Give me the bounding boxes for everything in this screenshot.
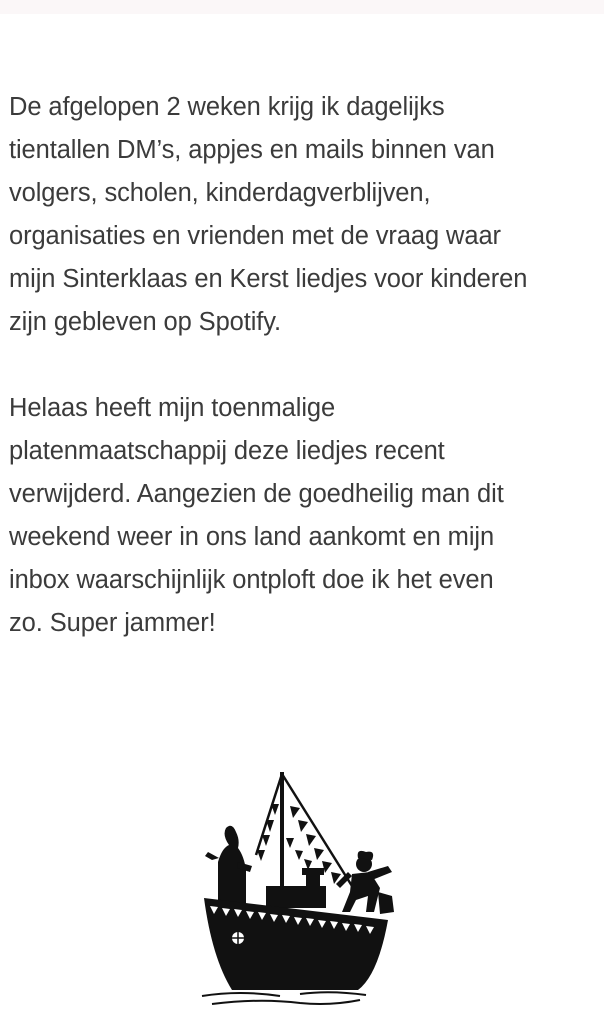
text-line: zo. Super jammer! (9, 609, 216, 637)
text-line: mijn Sinterklaas en Kerst liedjes voor kinderen (9, 265, 528, 293)
text-line: verwijderd. Aangezien de goedheilig man dit (9, 480, 504, 508)
text-line: weekend weer in ons land aankomt en mijn (9, 523, 495, 551)
paragraph-2 (9, 387, 599, 645)
text-line: organisaties en vrienden met de vraag waar (9, 222, 501, 250)
top-strip (0, 0, 604, 14)
steamboat-icon (195, 768, 405, 1013)
text-line: De afgelopen 2 weken krijg ik dagelijks (9, 93, 445, 121)
story-text (9, 86, 599, 645)
text-line: tientallen DM’s, appjes en mails binnen van (9, 136, 495, 164)
text-line: zijn gebleven op Spotify. (9, 308, 282, 336)
text-line: platenmaatschappij deze liedjes recent (9, 437, 445, 465)
text-line: inbox waarschijnlijk ontploft doe ik het even (9, 566, 494, 594)
text-line: volgers, scholen, kinderdagverblijven, (9, 179, 431, 207)
text-line: Helaas heeft mijn toenmalige (9, 394, 336, 422)
paragraph-1 (9, 86, 599, 344)
